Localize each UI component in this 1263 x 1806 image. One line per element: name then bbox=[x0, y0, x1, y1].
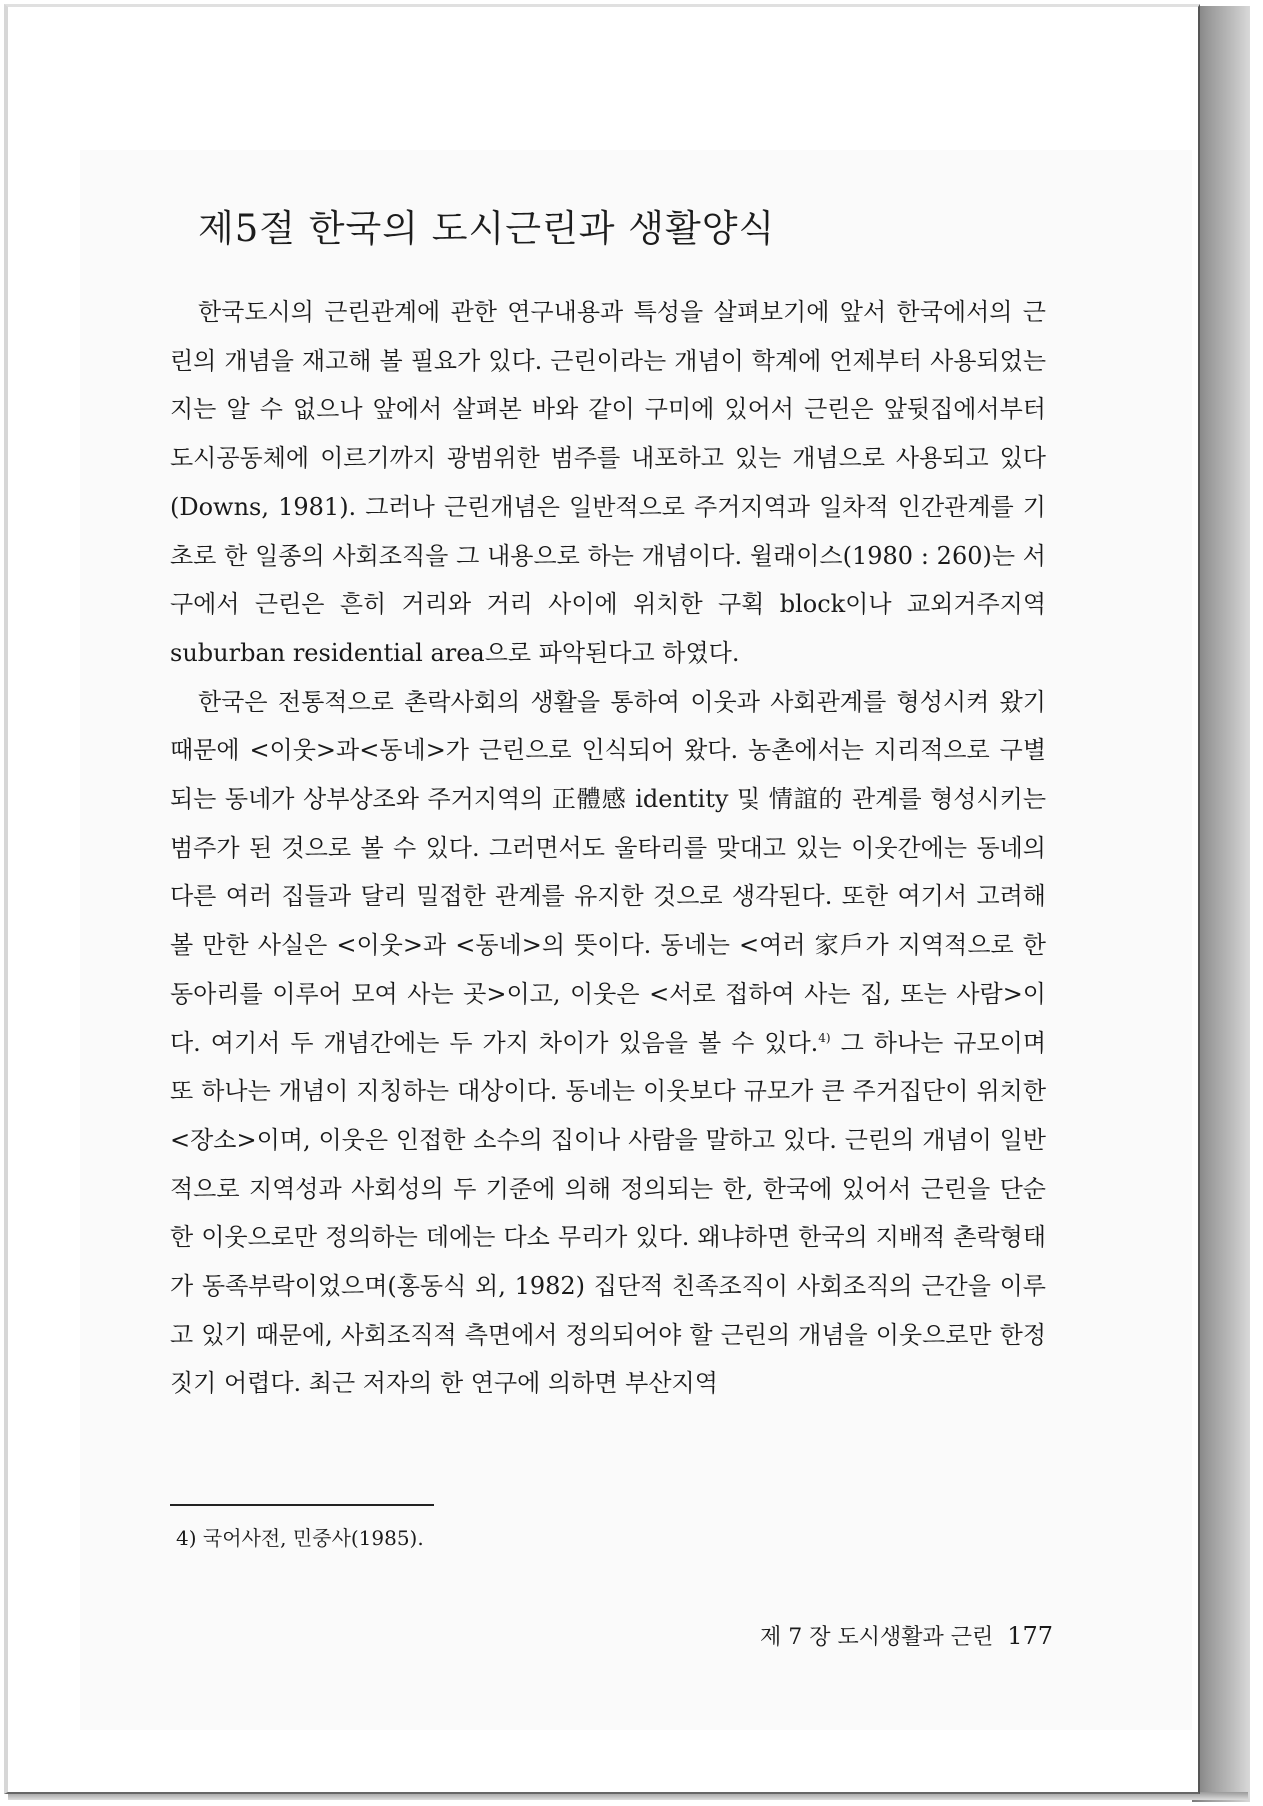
paragraph-2-part-1: 한국은 전통적으로 촌락사회의 생활을 통하여 이웃과 사회관계를 형성시켜 왔기 때문에 <이웃>과<동네>가 근린으로 인식되어 왔다. 농촌에서는 지리적으로 구별되는 동네가 상부상조와 주거지역의 正體感 identity 및 情誼的 관계를 형성시키는 범주가 된 것으로 볼 수 있다. 그러면서도 울타리를 맞대고 있는 이웃간에는 동네의 다른 여러 집들과 달리 밀접한 관계를 유지한 것으로 생각된다. 또한 여기서 고려해 볼 만한 사실은 <이웃>과 <동네>의 뜻이다. 동네는 <여러 家戶가 지역적으로 한 동아리를 이루어 모여 사는 곳>이고, 이웃은 <서로 접하여 사는 집, 또는 사람>이다. 여기서 두 개념간에는 두 가지 차이가 있음을 볼 수 있다. bbox=[170, 687, 1046, 1057]
chapter-title: 제 7 장 도시생활과 근린 bbox=[760, 1625, 994, 1650]
paragraph-2 bbox=[170, 678, 1046, 1409]
section-title: 제5절 한국의 도시근린과 생활양식 bbox=[198, 207, 776, 250]
page-number: 177 bbox=[1007, 1622, 1054, 1650]
footnote: 4) 국어사전, 민중사(1985). bbox=[176, 1526, 424, 1550]
page-edge-shadow bbox=[1192, 6, 1250, 1802]
footnote-rule bbox=[170, 1504, 434, 1506]
paragraph-1: 한국도시의 근린관계에 관한 연구내용과 특성을 살펴보기에 앞서 한국에서의 근린의 개념을 재고해 볼 필요가 있다. 근린이라는 개념이 학계에 언제부터 사용되었는지는 알 수 없으나 앞에서 살펴본 바와 같이 구미에 있어서 근린은 앞뒷집에서부터 도시공동체에 이르기까지 광범위한 범주를 내포하고 있는 개념으로 사용되고 있다(Downs, 1981). 그러나 근린개념은 일반적으로 주거지역과 일차적 인간관계를 기초로 한 일종의 사회조직을 그 내용으로 하는 개념이다. 윌래이스(1980 : 260)는 서구에서 근린은 흔히 거리와 거리 사이에 위치한 구획 block이나 교외거주지역 suburban residential area으로 파악된다고 하였다. bbox=[170, 298, 1046, 667]
paragraph-2-part-2: 그 하나는 규모이며 또 하나는 개념이 지칭하는 대상이다. 동네는 이웃보다 규모가 큰 주거집단이 위치한 <장소>이며, 이웃은 인접한 소수의 집이나 사람을 말하고 있다. 근린의 개념이 일반적으로 지역성과 사회성의 두 기준에 의해 정의되는 한, 한국에 있어서 근린을 단순한 이웃으로만 정의하는 데에는 다소 무리가 있다. 왜냐하면 한국의 지배적 촌락형태가 동족부락이었으며(홍동식 외, 1982) 집단적 친족조직이 사회조직의 근간을 이루고 있기 때문에, 사회조직적 측면에서 정의되어야 할 근린의 개념을 이웃으로만 한정짓기 어렵다. 최근 저자의 한 연구에 의하면 부산지역 bbox=[170, 1028, 1046, 1398]
running-footer bbox=[760, 1620, 1053, 1651]
body-text bbox=[170, 288, 1046, 1408]
footnote-reference: 4) bbox=[818, 1030, 831, 1045]
